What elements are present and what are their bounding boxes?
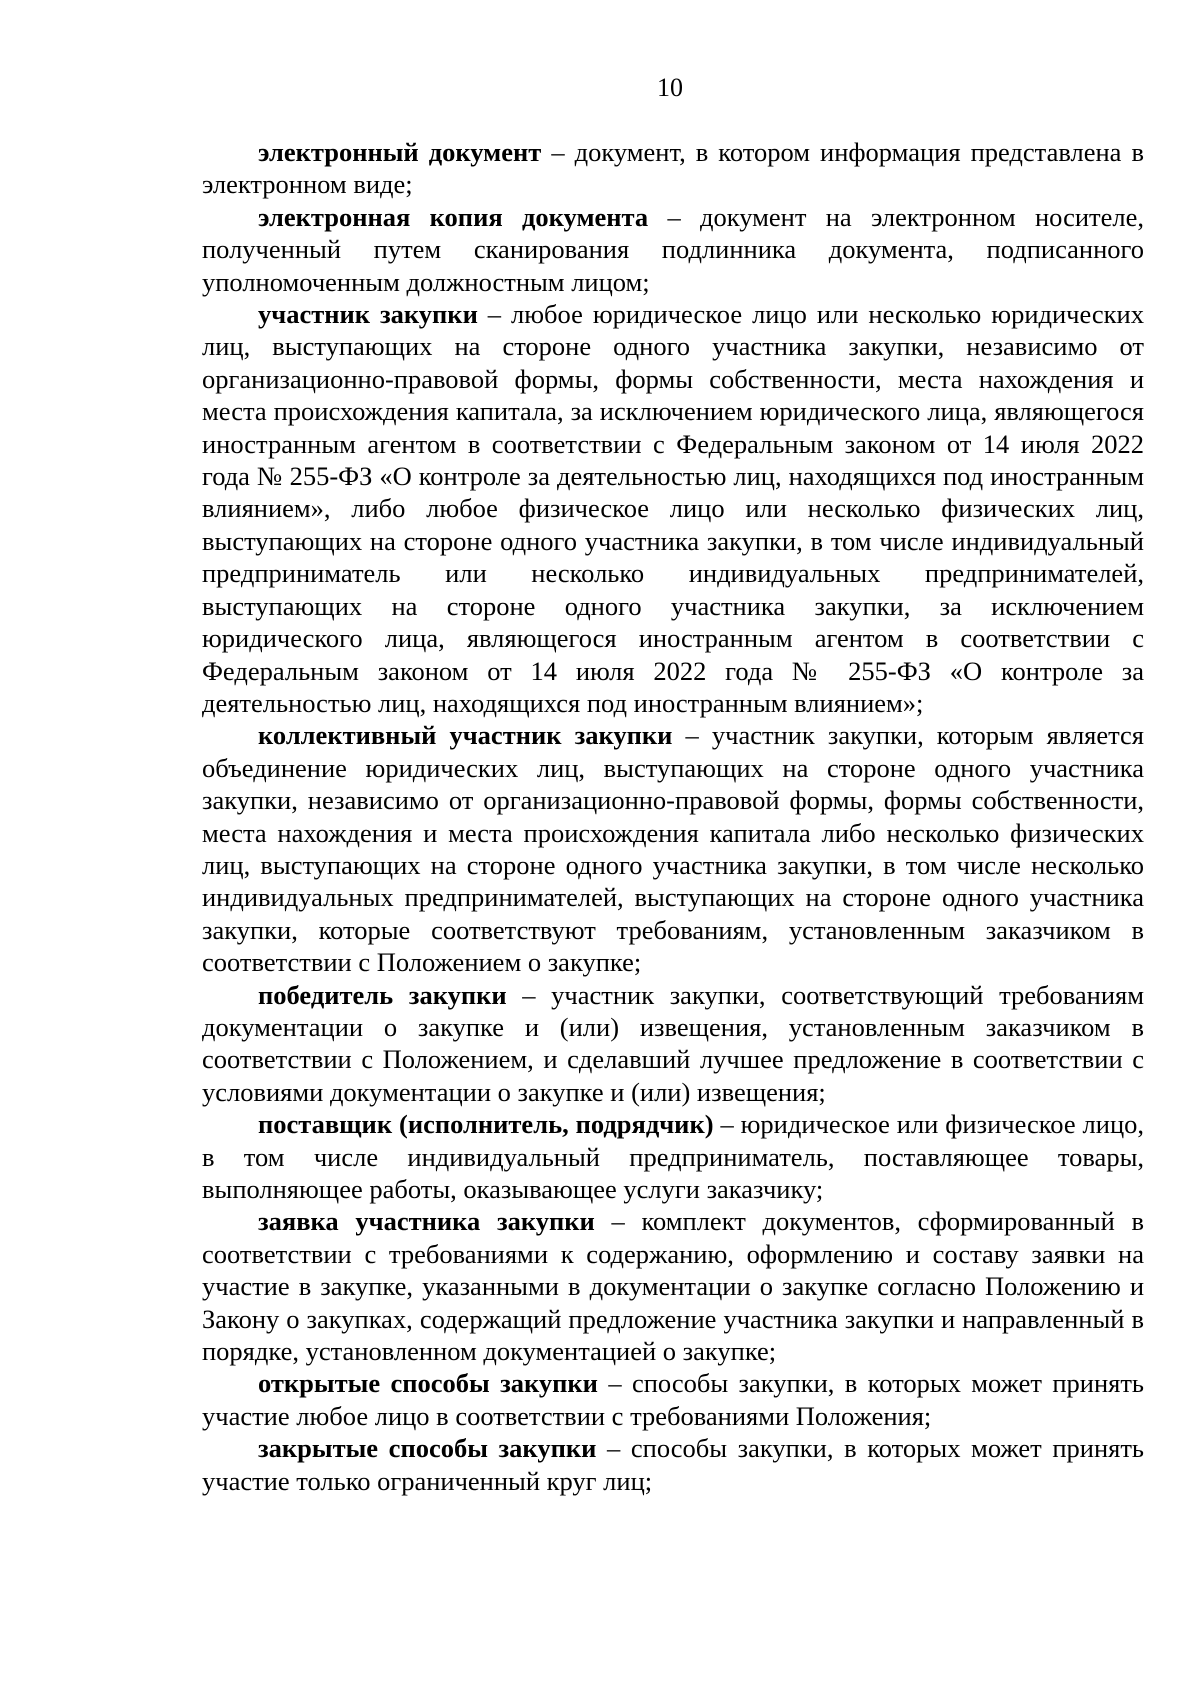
definition-term: электронный документ	[258, 137, 542, 167]
definition-term: поставщик (исполнитель, подрядчик)	[258, 1109, 714, 1140]
definition-term: заявка участника закупки	[258, 1206, 595, 1237]
definition-procurement-winner	[202, 979, 1144, 1109]
definition-text: – любое юридическое лицо или несколько юридических лиц, выступающих на стороне одного участника закупки, независимо от организационно-правовой формы, формы собственности, места нахождения и места происхождения капитала, за исключением юридического лица, являющегося иностранным агентом в соответствии с Федеральным законом от 14 июля 2022 года № 255-ФЗ «О контроле за деятельностью лиц, находящихся под иностранным влиянием», либо любое физическое лицо или несколько физических лиц, выступающих на стороне одного участника закупки, в том числе индивидуальный предприниматель или несколько индивидуальных предпринимателей, выступающих на стороне одного участника закупки, за исключением юридического лица, являющегося иностранным агентом в соответствии с Федеральным законом от 14 июля 2022 года № 255-ФЗ «О контроле за деятельностью лиц, находящихся под иностранным влиянием»;	[202, 299, 1144, 718]
definition-supplier	[202, 1108, 1144, 1205]
definition-term: участник закупки	[258, 299, 478, 330]
definition-text: – способы закупки, в которых может принять участие только ограниченный круг лиц;	[202, 1433, 1144, 1496]
definition-text: – юридическое или физическое лицо, в том числе индивидуальный предприниматель, поставляющее товары, выполняющее работы, оказывающее услуги заказчику;	[202, 1109, 1144, 1204]
definitions-list	[202, 136, 1144, 1497]
definition-text: – документ, в котором информация представлена в электронном виде;	[202, 137, 1144, 200]
definition-text: – документ на электронном носителе, полученный путем сканирования подлинника документа, подписанного уполномоченным должностным лицом;	[202, 201, 1144, 297]
definition-closed-procurement-methods	[202, 1432, 1144, 1497]
definition-term: победитель закупки	[258, 979, 507, 1010]
definition-text: – участник закупки, которым является объединение юридических лиц, выступающих на стороне одного участника закупки, независимо от организационно-правовой формы, формы собственности, места нахождения и места происхождения капитала либо несколько физических лиц, выступающих на стороне одного участника закупки, в том числе несколько индивидуальных предпринимателей, выступающих на стороне одного участника закупки, которые соответствуют требованиям, установленным заказчиком в соответствии с Положением о закупке;	[202, 720, 1144, 978]
definition-open-procurement-methods	[202, 1367, 1144, 1432]
definition-participant-application	[202, 1205, 1144, 1367]
definition-electronic-copy	[202, 201, 1144, 298]
definition-electronic-document	[202, 136, 1144, 201]
definition-collective-participant	[202, 719, 1144, 978]
definition-term: закрытые способы закупки	[258, 1433, 597, 1464]
definition-text: – способы закупки, в которых может принять участие любое лицо в соответствии с требованиями Положения;	[202, 1368, 1144, 1431]
definition-text: – комплект документов, сформированный в соответствии с требованиями к содержанию, оформлению и составу заявки на участие в закупке, указанными в документации о закупке согласно Положению и Закону о закупках, содержащий предложение участника закупки и направленный в порядке, установленном документацией о закупке;	[202, 1206, 1144, 1367]
definition-procurement-participant	[202, 298, 1144, 719]
definition-term: коллективный участник закупки	[258, 720, 673, 751]
definition-text: – участник закупки, соответствующий требованиям документации о закупке и (или) извещения, установленным заказчиком в соответствии с Положением, и сделавший лучшее предложение в соответствии с условиями документации о закупке и (или) извещения;	[202, 979, 1144, 1107]
definition-term: открытые способы закупки	[258, 1368, 598, 1399]
page-number: 10	[657, 73, 683, 102]
definition-term: электронная копия документа	[258, 201, 649, 232]
